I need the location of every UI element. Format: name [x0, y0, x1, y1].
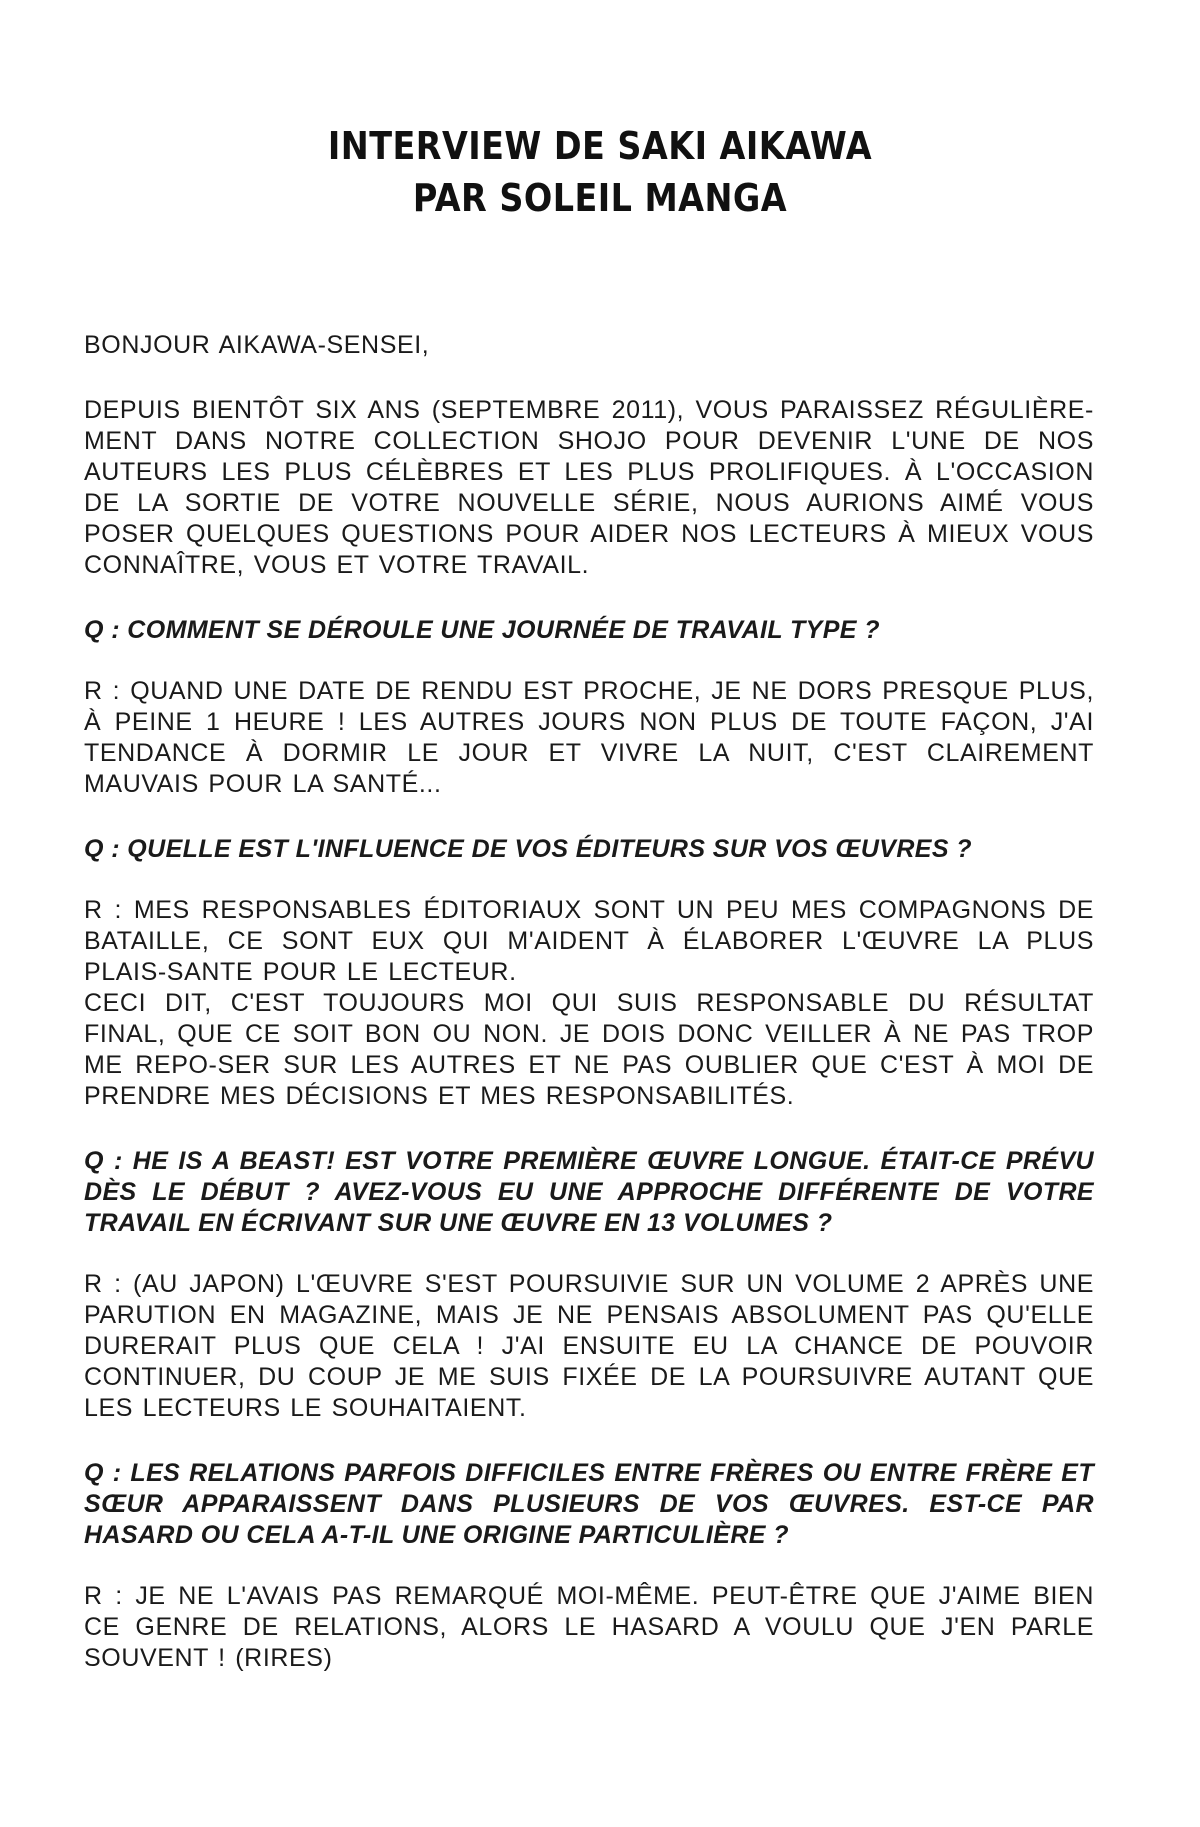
- answer-2-continued: CECI DIT, C'EST TOUJOURS MOI QUI SUIS RESPONSABLE DU RÉSULTAT FINAL, QUE CE SOIT BON OU NON. JE DOIS DONC VEILLER À NE PAS TROP ME REPO-SER SUR LES AUTRES ET NE PAS OUBLIER QUE C'EST À MOI DE PRENDRE MES DÉCISIONS ET MES RESPONSABILITÉS.: [84, 989, 1094, 1110]
- interview-body: [84, 330, 1094, 1708]
- title-block: [0, 120, 1200, 224]
- greeting: BONJOUR AIKAWA-SENSEI,: [84, 331, 430, 359]
- question-1: Q : COMMENT SE DÉROULE UNE JOURNÉE DE TRAVAIL TYPE ?: [84, 616, 880, 644]
- answer-1: R : QUAND UNE DATE DE RENDU EST PROCHE, JE NE DORS PRESQUE PLUS, À PEINE 1 HEURE ! LES AUTRES JOURS NON PLUS DE TOUTE FAÇON, J'AI TENDANCE À DORMIR LE JOUR ET VIVRE LA NUIT, C'EST CLAIREMENT MAUVAIS POUR LA SANTÉ...: [84, 677, 1094, 798]
- answer-2: R : MES RESPONSABLES ÉDITORIAUX SONT UN PEU MES COMPAGNONS DE BATAILLE, CE SONT EUX QUI M'AIDENT À ÉLABORER L'ŒUVRE LA PLUS PLAIS-SANTE POUR LE LECTEUR.: [84, 896, 1094, 986]
- question-2: Q : QUELLE EST L'INFLUENCE DE VOS ÉDITEURS SUR VOS ŒUVRES ?: [84, 835, 972, 863]
- page-title-line-1: INTERVIEW DE SAKI AIKAWA: [327, 124, 873, 168]
- question-4: Q : LES RELATIONS PARFOIS DIFFICILES ENTRE FRÈRES OU ENTRE FRÈRE ET SŒUR APPARAISSENT DANS PLUSIEURS DE VOS ŒUVRES. EST-CE PAR HASARD OU CELA A-T-IL UNE ORIGINE PARTICULIÈRE ?: [84, 1459, 1094, 1549]
- intro-paragraph: DEPUIS BIENTÔT SIX ANS (SEPTEMBRE 2011), VOUS PARAISSEZ RÉGULIÈRE-MENT DANS NOTRE COLLECTION SHOJO POUR DEVENIR L'UNE DE NOS AUTEURS LES PLUS CÉLÈBRES ET LES PLUS PROLIFIQUES. À L'OCCASION DE LA SORTIE DE VOTRE NOUVELLE SÉRIE, NOUS AURIONS AIMÉ VOUS POSER QUELQUES QUESTIONS POUR AIDER NOS LECTEURS À MIEUX VOUS CONNAÎTRE, VOUS ET VOTRE TRAVAIL.: [84, 396, 1094, 579]
- answer-4: R : JE NE L'AVAIS PAS REMARQUÉ MOI-MÊME. PEUT-ÊTRE QUE J'AIME BIEN CE GENRE DE RELATIONS, ALORS LE HASARD A VOULU QUE J'EN PARLE SOUVENT ! (RIRES): [84, 1582, 1094, 1672]
- answer-3: R : (AU JAPON) L'ŒUVRE S'EST POURSUIVIE SUR UN VOLUME 2 APRÈS UNE PARUTION EN MAGAZINE, MAIS JE NE PENSAIS ABSOLUMENT PAS QU'ELLE DURERAIT PLUS QUE CELA ! J'AI ENSUITE EU LA CHANCE DE POUVOIR CONTINUER, DU COUP JE ME SUIS FIXÉE DE LA POURSUIVRE AUTANT QUE LES LECTEURS LE SOUHAITAIENT.: [84, 1270, 1094, 1422]
- question-3: Q : HE IS A BEAST! EST VOTRE PREMIÈRE ŒUVRE LONGUE. ÉTAIT-CE PRÉVU DÈS LE DÉBUT ? AVEZ-VOUS EU UNE APPROCHE DIFFÉRENTE DE VOTRE TRAVAIL EN ÉCRIVANT SUR UNE ŒUVRE EN 13 VOLUMES ?: [84, 1147, 1094, 1237]
- page-title-line-2: PAR SOLEIL MANGA: [412, 176, 788, 220]
